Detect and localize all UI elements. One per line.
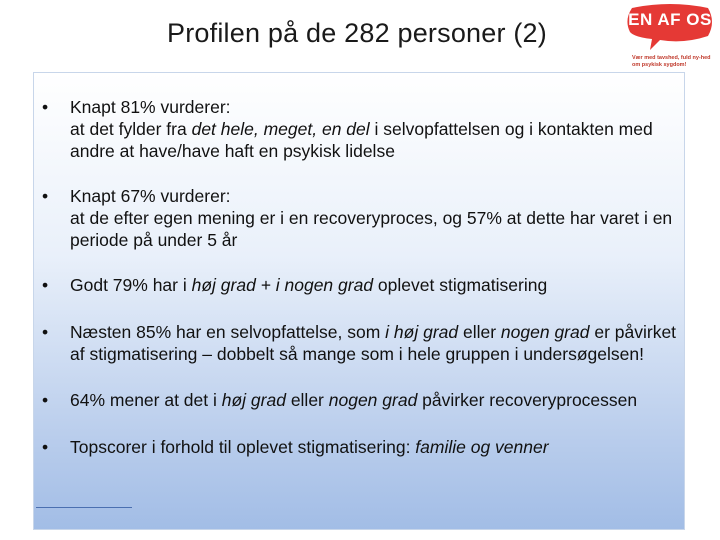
bullet-dot-icon: • — [42, 390, 49, 410]
bullet-emphasis: høj grad — [221, 390, 286, 410]
bullet-emphasis: nogen grad — [500, 322, 590, 342]
bullet-dot-icon: • — [42, 275, 49, 295]
logo — [624, 4, 716, 70]
bullet-dot-icon: • — [42, 437, 49, 457]
bullet-dot-icon: • — [42, 97, 49, 117]
bullet-item — [36, 389, 686, 411]
bullet-item — [36, 436, 686, 458]
slide-title-text: Profilen på de 282 personer (2) — [167, 18, 547, 48]
bullet-text: Topscorer i forhold til oplevet stigmatisering: — [70, 437, 416, 457]
bullet-dot-icon: • — [42, 186, 49, 206]
bullet-text: Knapt 67% vurderer: — [70, 186, 231, 206]
bullet-text: Godt 79% har i — [70, 275, 192, 295]
bullet-item — [36, 96, 686, 162]
bullet-dot-icon: • — [42, 322, 49, 342]
logo-text: EN AF OS — [628, 10, 712, 29]
underline-decoration — [36, 507, 132, 508]
bullet-text: påvirker recoveryprocessen — [417, 390, 638, 410]
bullet-emphasis: det hele, meget, en del — [191, 119, 370, 139]
bullet-emphasis: høj grad + i nogen grad — [191, 275, 374, 295]
bullet-text: eller — [458, 322, 501, 342]
bullet-emphasis: nogen grad — [328, 390, 418, 410]
bullet-text: oplevet stigmatisering — [373, 275, 548, 295]
bullet-text: at det fylder fra — [70, 119, 192, 139]
bullet-emphasis: i høj grad — [385, 322, 459, 342]
bullet-text: er påvirket af stigmatisering – dobbelt så mange som i hele gruppen i undersøgelsen! — [70, 322, 677, 364]
bullet-item — [36, 321, 686, 365]
bullet-item — [36, 185, 686, 251]
bullet-text: Knapt 81% vurderer: — [70, 97, 231, 117]
logo-tagline: Vær med tavshed, fuld ny-hed om psykisk sygdom! — [632, 55, 711, 68]
bullet-text: eller — [285, 390, 329, 410]
bullet-text: 64% mener at det i — [70, 390, 222, 410]
bullet-item — [36, 274, 686, 296]
bullet-list — [36, 96, 686, 481]
bullet-text: at de efter egen mening er i en recoveryproces, og 57% at dette har varet i en periode på under 5 år — [70, 208, 673, 250]
bullet-emphasis: familie og venner — [415, 437, 549, 457]
slide-title — [0, 18, 720, 49]
bullet-text: Næsten 85% har en selvopfattelse, som — [70, 322, 386, 342]
bullet-text: i selvopfattelsen og i kontakten med andre at have/have haft en psykisk lidelse — [70, 119, 653, 161]
